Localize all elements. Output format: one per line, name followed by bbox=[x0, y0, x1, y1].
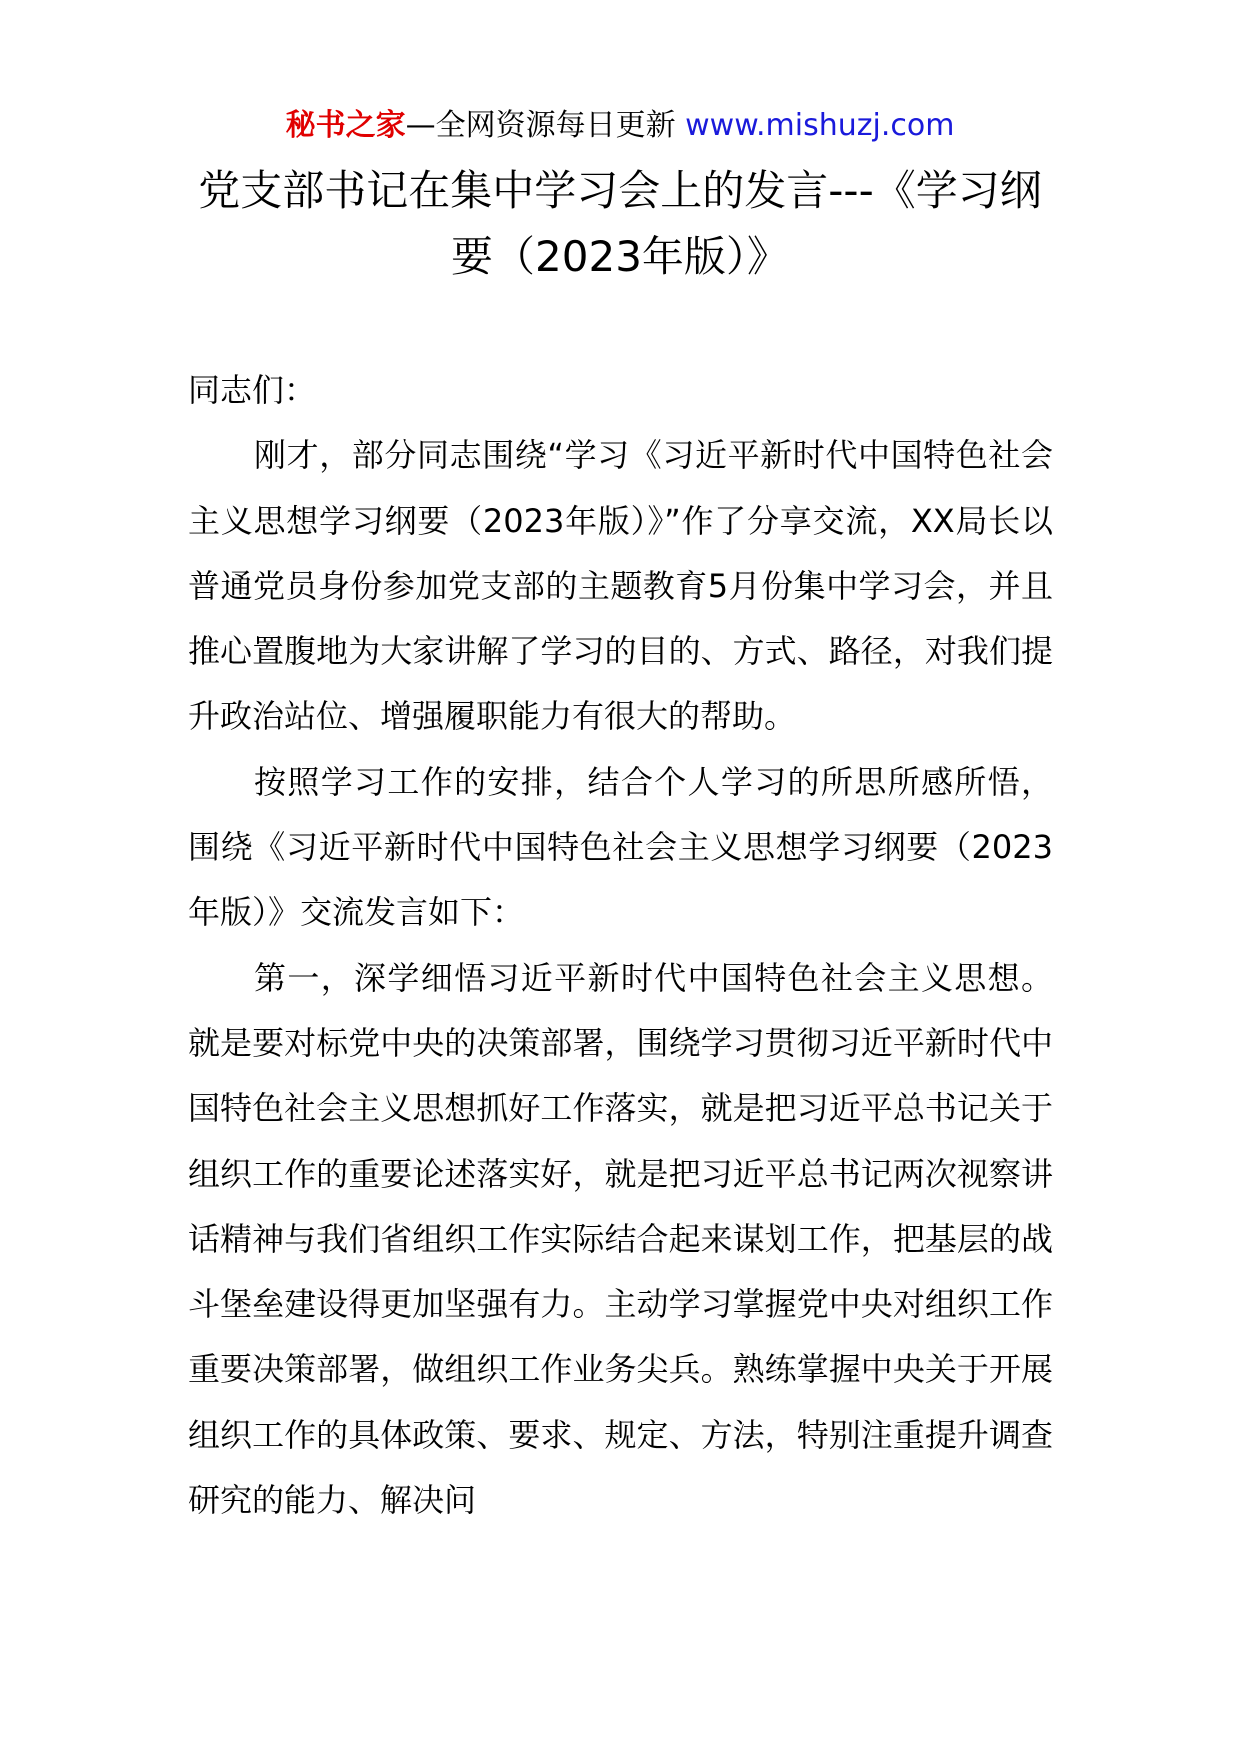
document-body bbox=[188, 358, 1053, 1533]
document-title: 党支部书记在集中学习会上的发言---《学习纲要（2023年版）》 bbox=[198, 166, 1042, 281]
header-banner bbox=[0, 98, 1240, 154]
paragraph-3: 第一，深学细悟习近平新时代中国特色社会主义思想。就是要对标党中央的决策部署，围绕学习贯彻习近平新时代中国特色社会主义思想抓好工作落实，就是把习近平总书记关于组织工作的重要论述落实好，就是把习近平总书记两次视察讲话精神与我们省组织工作实际结合起来谋划工作，把基层的战斗堡垒建设得更加坚强有力。主动学习掌握党中央对组织工作重要决策部署，做组织工作业务尖兵。熟练掌握中央关于开展组织工作的具体政策、要求、规定、方法，特别注重提升调查研究的能力、解决问 bbox=[188, 958, 1053, 1520]
paragraph-2: 按照学习工作的安排，结合个人学习的所思所感所悟，围绕《习近平新时代中国特色社会主义思想学习纲要（2023年版）》交流发言如下： bbox=[188, 762, 1053, 932]
brand-name: 秘书之家 bbox=[285, 108, 406, 143]
paragraph-1: 刚才，部分同志围绕“学习《习近平新时代中国特色社会主义思想学习纲要（2023年版）》”作了分享交流，XX局长以普通党员身份参加党支部的主题教育5月份集中学习会，并且推心置腹地为大家讲解了学习的目的、方式、路径，对我们提升政治站位、增强履职能力有很大的帮助。 bbox=[188, 436, 1053, 736]
site-url-link[interactable]: www.mishuzj.com bbox=[685, 108, 955, 143]
salutation: 同志们： bbox=[188, 371, 317, 409]
banner-slogan: —全网资源每日更新 bbox=[405, 108, 686, 143]
